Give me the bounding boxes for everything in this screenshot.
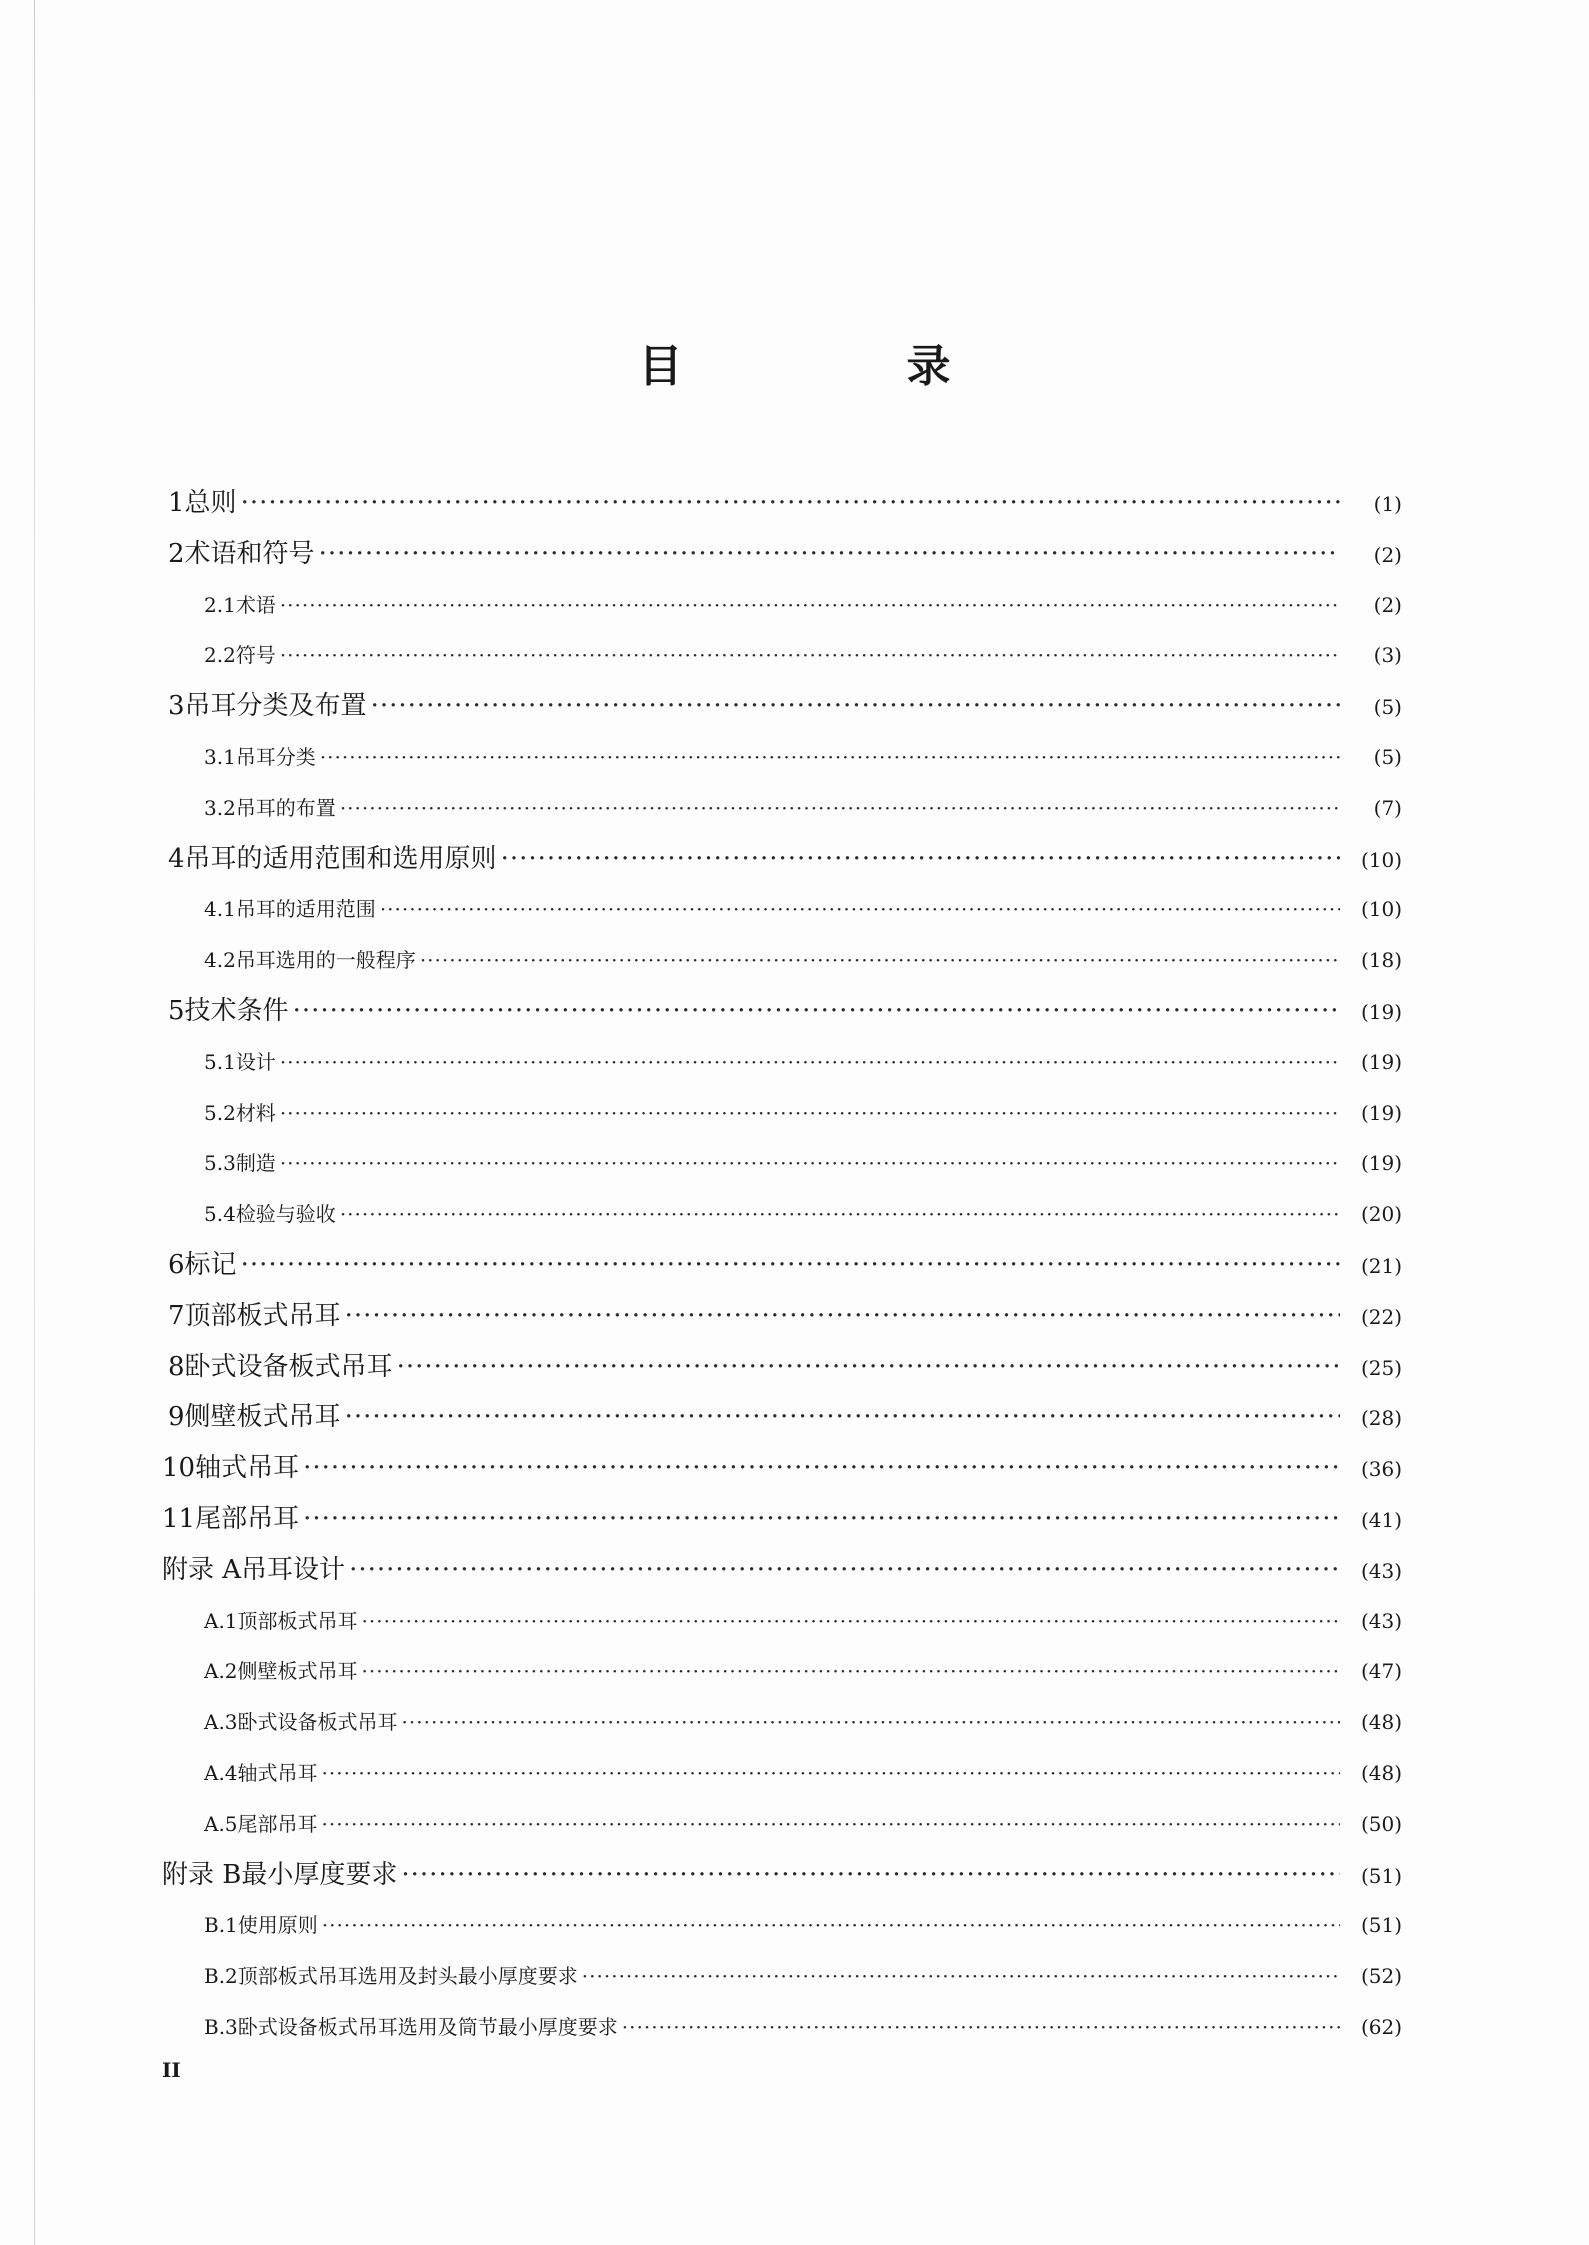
toc-entry[interactable]	[162, 2002, 1402, 2053]
toc-entry-label: 吊耳设计	[241, 1554, 346, 1585]
toc-leader-dots	[322, 1799, 1340, 1850]
toc-entry-number: 6	[168, 1249, 185, 1280]
toc-entry-label: 轴式吊耳	[237, 1760, 318, 1785]
toc-leader-dots	[241, 1240, 1340, 1291]
toc-entry-number: 9	[168, 1402, 185, 1433]
toc-leader-dots	[322, 1748, 1340, 1799]
toc-entry-label: 使用原则	[237, 1913, 318, 1938]
toc-leader-dots	[371, 681, 1340, 732]
toc-entry-label: 技术条件	[184, 995, 289, 1026]
toc-entry-label: 顶部板式吊耳	[237, 1608, 358, 1633]
toc-entry[interactable]	[162, 1799, 1402, 1850]
toc-entry-page: (43)	[1360, 1558, 1402, 1583]
toc-leader-dots	[622, 2002, 1340, 2053]
toc-entry-label: 尾部吊耳	[195, 1503, 300, 1534]
toc-leader-dots	[362, 1646, 1340, 1697]
toc-entry-label: 侧壁板式吊耳	[184, 1402, 341, 1433]
toc-entry-label: 设计	[235, 1049, 276, 1074]
toc-entry-number: 2	[168, 538, 185, 569]
toc-entry-number: 10	[162, 1453, 196, 1484]
toc-entry[interactable]	[162, 1850, 1402, 1901]
toc-entry-page: (28)	[1360, 1406, 1402, 1431]
toc-entry[interactable]	[162, 1596, 1402, 1647]
toc-entry-number: A.2	[204, 1659, 238, 1684]
toc-entry-page: (18)	[1360, 948, 1402, 973]
toc-entry-number: 4.2	[204, 948, 236, 973]
page-title: 目 录	[638, 341, 1041, 392]
toc-entry-label: 术语和符号	[184, 538, 315, 569]
toc-entry-label: 标记	[184, 1249, 237, 1280]
toc-entry[interactable]	[162, 1900, 1402, 1951]
toc-entry[interactable]	[162, 834, 1402, 885]
toc-entry[interactable]	[162, 1138, 1402, 1189]
toc-entry-page: (51)	[1360, 1863, 1402, 1888]
toc-entry[interactable]	[162, 1494, 1402, 1545]
toc-entry-number: 3.2	[204, 795, 236, 820]
toc-entry-page: (10)	[1360, 847, 1402, 872]
toc-entry[interactable]	[162, 884, 1402, 935]
toc-entry-label: 吊耳的适用范围和选用原则	[184, 843, 497, 874]
table-of-contents	[162, 478, 1402, 2053]
toc-entry[interactable]	[162, 478, 1402, 529]
toc-entry[interactable]	[162, 732, 1402, 783]
toc-entry-label: 顶部板式吊耳	[184, 1300, 341, 1331]
toc-entry-page: (43)	[1360, 1608, 1402, 1633]
toc-entry[interactable]	[162, 1088, 1402, 1139]
toc-entry[interactable]	[162, 1545, 1402, 1596]
toc-leader-dots	[345, 1291, 1340, 1342]
toc-entry-label: 卧式设备板式吊耳	[237, 1710, 398, 1735]
toc-entry-number: 5.3	[204, 1151, 236, 1176]
toc-entry-page: (7)	[1373, 795, 1402, 820]
toc-leader-dots	[501, 834, 1340, 885]
toc-entry-page: (22)	[1360, 1304, 1402, 1329]
toc-entry-page: (41)	[1360, 1507, 1402, 1532]
toc-entry-label: 尾部吊耳	[237, 1811, 318, 1836]
toc-entry[interactable]	[162, 986, 1402, 1037]
toc-leader-dots	[280, 1138, 1340, 1189]
toc-entry-number: 4.1	[204, 897, 236, 922]
toc-entry-page: (25)	[1360, 1355, 1402, 1380]
toc-leader-dots	[402, 1697, 1340, 1748]
toc-entry-page: (5)	[1373, 695, 1402, 720]
toc-entry-page: (48)	[1360, 1710, 1402, 1735]
toc-entry-label: 吊耳选用的一般程序	[235, 948, 416, 973]
toc-entry[interactable]	[162, 580, 1402, 631]
toc-entry[interactable]	[162, 1443, 1402, 1494]
page-number: II	[162, 2058, 181, 2082]
toc-leader-dots	[582, 1951, 1340, 2002]
toc-leader-dots	[280, 1037, 1340, 1088]
toc-entry[interactable]	[162, 1291, 1402, 1342]
toc-entry-number: 5.1	[204, 1049, 236, 1074]
toc-leader-dots	[241, 478, 1340, 529]
toc-entry[interactable]	[162, 783, 1402, 834]
toc-entry[interactable]	[162, 1951, 1402, 2002]
toc-entry[interactable]	[162, 681, 1402, 732]
toc-leader-dots	[303, 1494, 1340, 1545]
toc-entry-label: 顶部板式吊耳选用及封头最小厚度要求	[237, 1964, 578, 1989]
toc-entry-page: (19)	[1360, 1100, 1402, 1125]
toc-entry-label: 吊耳分类及布置	[184, 691, 367, 722]
toc-entry[interactable]	[162, 1189, 1402, 1240]
toc-entry-number: 8	[168, 1351, 185, 1382]
toc-entry[interactable]	[162, 1646, 1402, 1697]
toc-entry-label: 卧式设备板式吊耳选用及筒节最小厚度要求	[237, 2014, 618, 2039]
toc-entry-number: 2.2	[204, 643, 236, 668]
toc-leader-dots	[303, 1443, 1340, 1494]
toc-entry[interactable]	[162, 1342, 1402, 1393]
toc-entry-number: 附录 A	[162, 1554, 242, 1585]
toc-entry-page: (20)	[1360, 1202, 1402, 1227]
toc-leader-dots	[319, 529, 1340, 580]
toc-leader-dots	[280, 1088, 1340, 1139]
toc-entry-number: 3.1	[204, 744, 236, 769]
toc-entry-number: 5.4	[204, 1202, 236, 1227]
toc-entry[interactable]	[162, 1037, 1402, 1088]
toc-entry[interactable]	[162, 935, 1402, 986]
toc-entry-page: (19)	[1360, 1049, 1402, 1074]
toc-leader-dots	[340, 783, 1340, 834]
toc-entry-page: (62)	[1360, 2014, 1402, 2039]
toc-entry-number: 7	[168, 1300, 185, 1331]
toc-entry-number: A.1	[204, 1608, 238, 1633]
toc-entry-number: A.4	[204, 1760, 238, 1785]
toc-entry-page: (5)	[1373, 744, 1402, 769]
toc-leader-dots	[420, 935, 1340, 986]
toc-entry-label: 最小厚度要求	[241, 1859, 398, 1890]
toc-entry-number: 附录 B	[162, 1859, 242, 1890]
toc-entry-page: (21)	[1360, 1253, 1402, 1278]
toc-entry-number: 11	[162, 1503, 196, 1534]
toc-entry-page: (2)	[1373, 592, 1402, 617]
toc-entry-label: 轴式吊耳	[195, 1453, 300, 1484]
toc-leader-dots	[293, 986, 1340, 1037]
toc-leader-dots	[397, 1342, 1340, 1393]
toc-leader-dots	[345, 1392, 1340, 1443]
toc-leader-dots	[362, 1596, 1340, 1647]
toc-entry[interactable]	[162, 529, 1402, 580]
toc-entry-number: 3	[168, 691, 185, 722]
toc-entry-label: 术语	[235, 592, 276, 617]
toc-entry[interactable]	[162, 1748, 1402, 1799]
toc-entry-number: 4	[168, 843, 185, 874]
toc-entry-number: 1	[168, 488, 185, 518]
toc-entry-number: 5	[168, 995, 185, 1026]
toc-entry-number: B.2	[204, 1964, 238, 1989]
toc-entry-page: (1)	[1373, 492, 1402, 516]
toc-leader-dots	[320, 732, 1340, 783]
toc-entry-label: 吊耳分类	[235, 744, 316, 769]
toc-entry-page: (50)	[1360, 1811, 1402, 1836]
toc-entry[interactable]	[162, 1392, 1402, 1443]
toc-entry-page: (19)	[1360, 999, 1402, 1024]
toc-leader-dots	[401, 1850, 1340, 1901]
toc-entry-number: B.1	[204, 1913, 238, 1938]
toc-entry-page: (3)	[1373, 643, 1402, 668]
toc-leader-dots	[380, 884, 1340, 935]
toc-entry-label: 吊耳的适用范围	[235, 897, 376, 922]
toc-entry-page: (10)	[1360, 897, 1402, 922]
toc-entry-label: 卧式设备板式吊耳	[184, 1351, 393, 1382]
toc-entry-number: B.3	[204, 2014, 238, 2039]
toc-leader-dots	[340, 1189, 1340, 1240]
toc-entry-number: 5.2	[204, 1100, 236, 1125]
toc-entry-page: (52)	[1360, 1964, 1402, 1989]
toc-entry-label: 检验与验收	[235, 1202, 336, 1227]
toc-entry-label: 总则	[184, 488, 237, 518]
toc-entry[interactable]	[162, 630, 1402, 681]
toc-entry-number: A.5	[204, 1811, 238, 1836]
toc-entry-page: (47)	[1360, 1659, 1402, 1684]
toc-leader-dots	[322, 1900, 1340, 1951]
toc-entry-page: (48)	[1360, 1760, 1402, 1785]
toc-entry-label: 材料	[235, 1100, 276, 1125]
toc-entry-label: 符号	[235, 643, 276, 668]
toc-entry-page: (19)	[1360, 1151, 1402, 1176]
toc-entry-label: 吊耳的布置	[235, 795, 336, 820]
toc-entry[interactable]	[162, 1697, 1402, 1748]
toc-leader-dots	[280, 630, 1340, 681]
toc-leader-dots	[349, 1545, 1340, 1596]
toc-entry-number: A.3	[204, 1710, 238, 1735]
toc-entry-page: (2)	[1373, 542, 1402, 567]
toc-entry-page: (36)	[1360, 1457, 1402, 1482]
toc-entry[interactable]	[162, 1240, 1402, 1291]
toc-entry-page: (51)	[1360, 1913, 1402, 1938]
toc-entry-label: 制造	[235, 1151, 276, 1176]
toc-entry-number: 2.1	[204, 592, 236, 617]
toc-leader-dots	[280, 580, 1340, 631]
toc-entry-label: 侧壁板式吊耳	[237, 1659, 358, 1684]
